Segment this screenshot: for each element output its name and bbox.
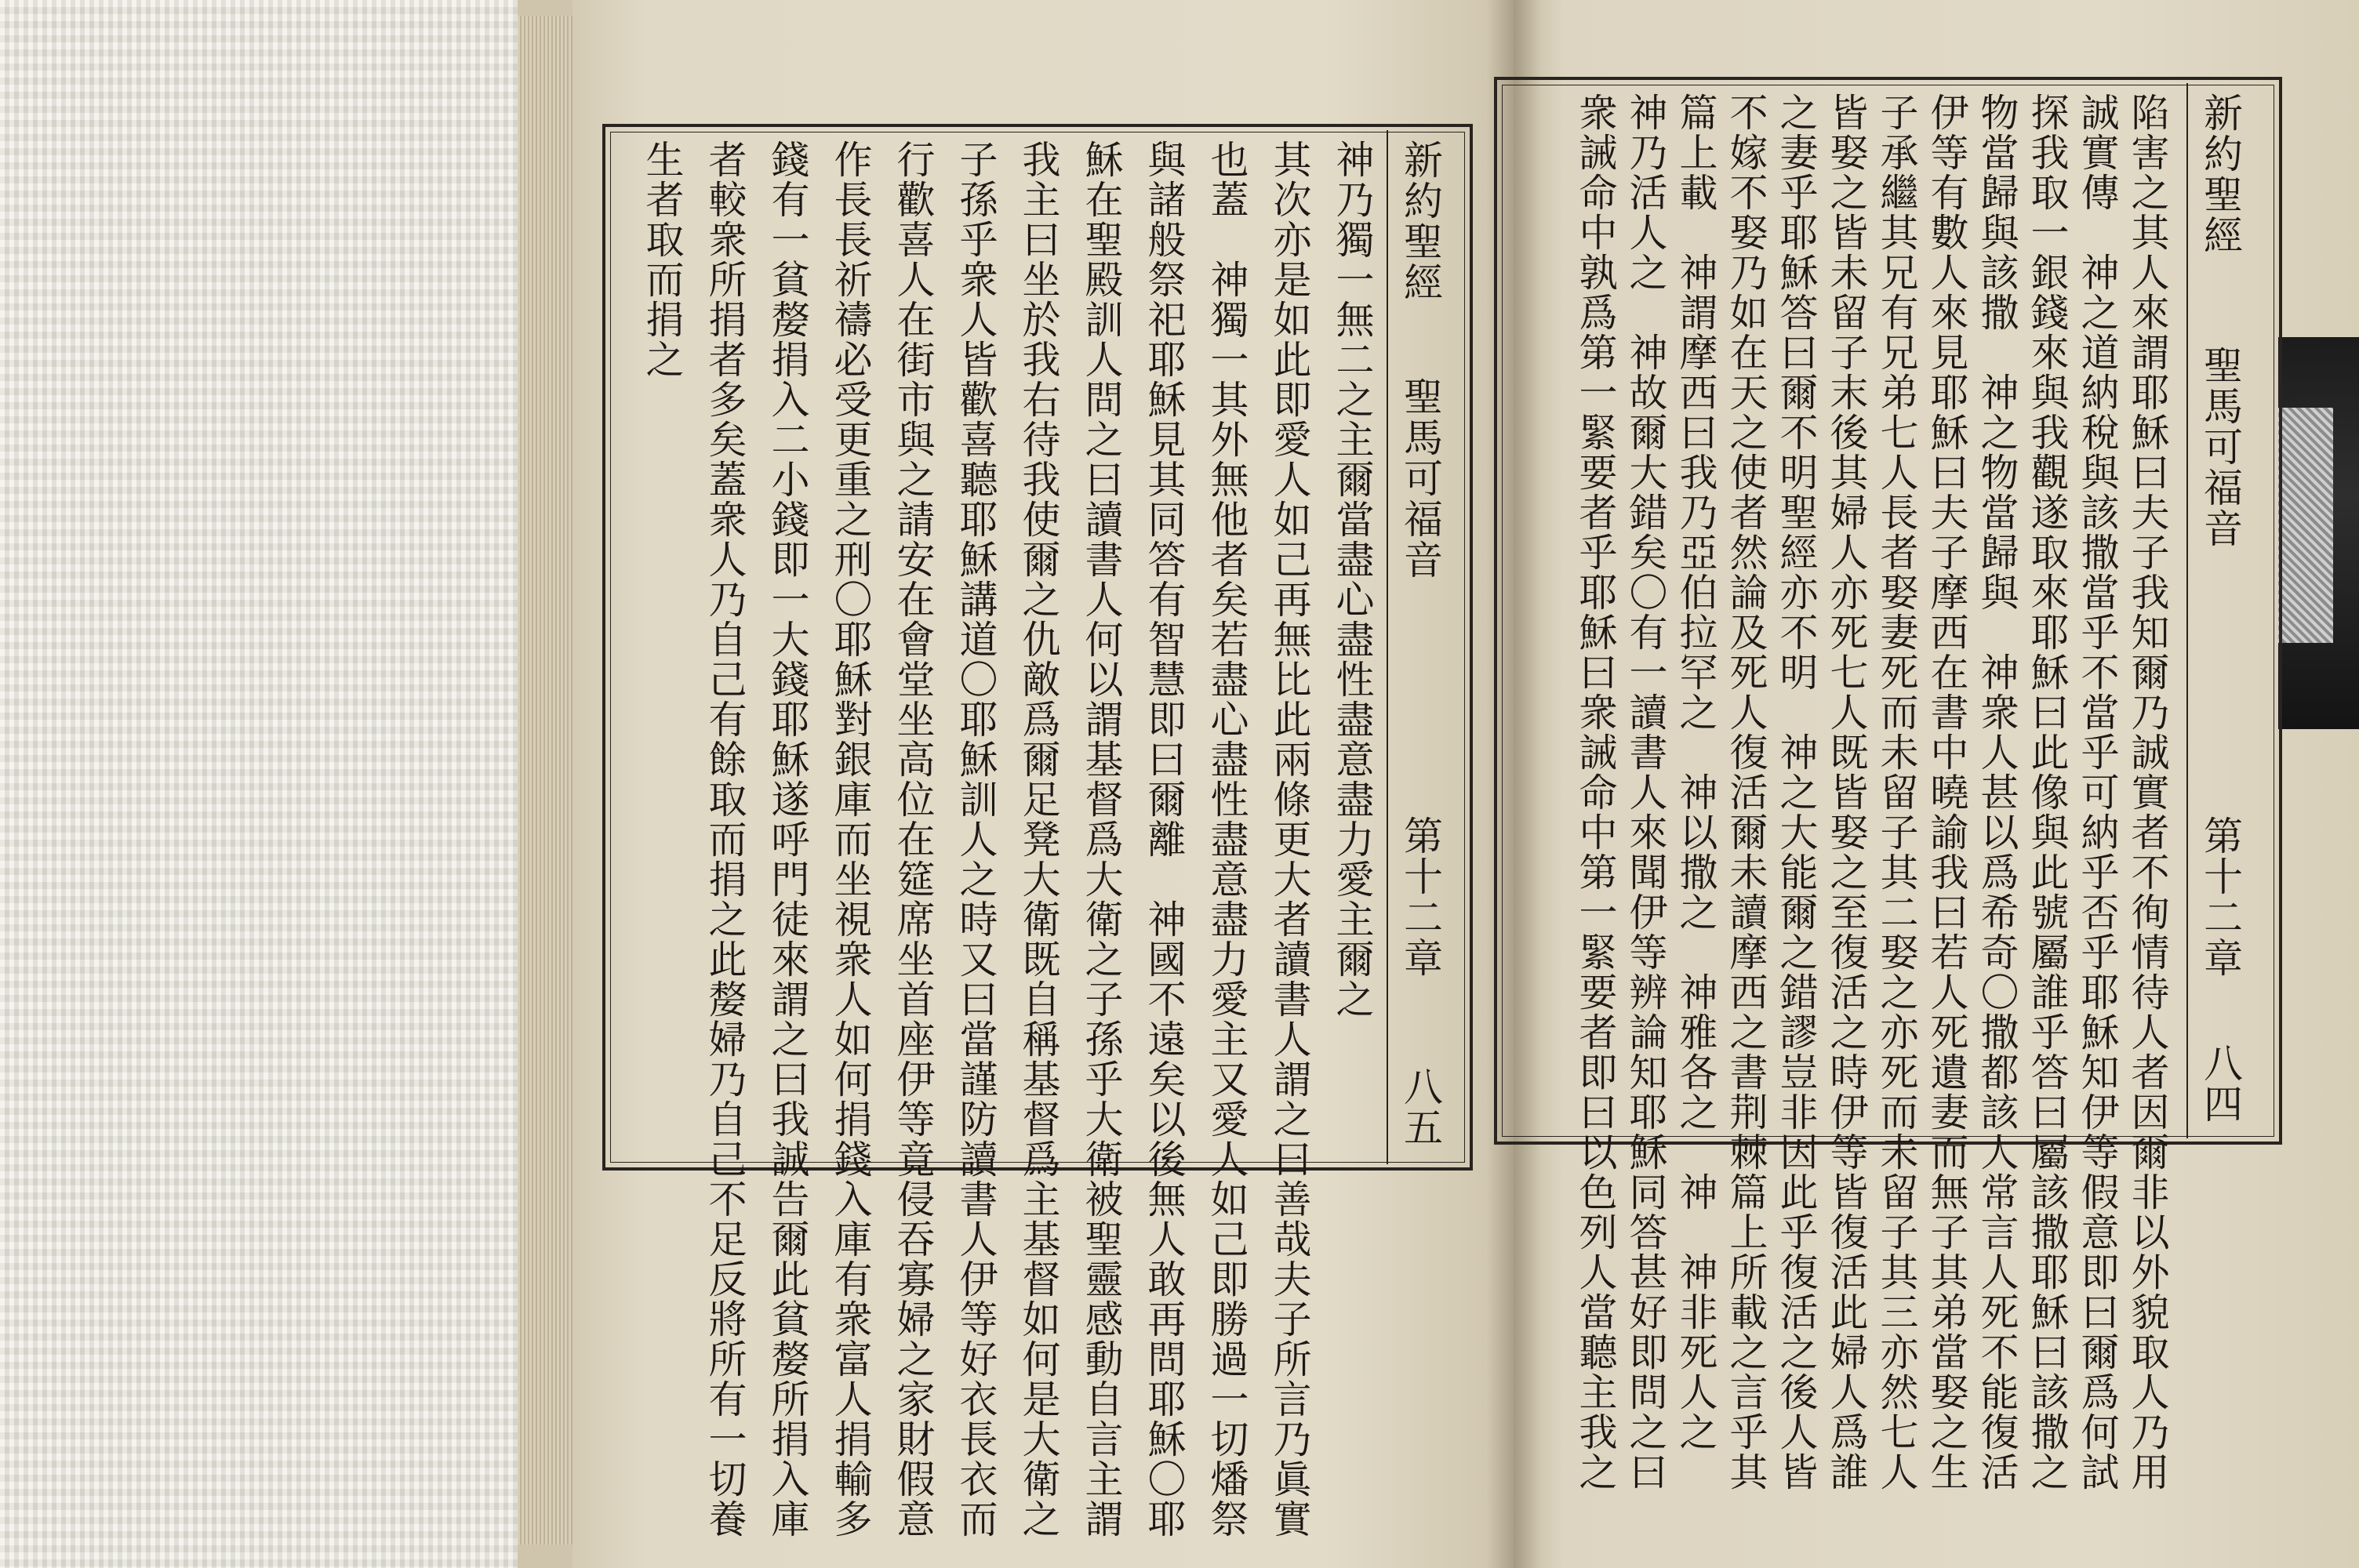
text-column: 衆誡命中孰爲第一緊要者乎耶穌曰衆誡命中第一緊要者即曰以色列人當聽主我之 — [1573, 93, 1618, 1492]
left-header-chapter: 第十二章 — [1398, 815, 1443, 978]
right-header-title: 新約聖經 — [2197, 93, 2243, 256]
left-header-book: 聖馬可福音 — [1398, 376, 1443, 580]
text-column: 神乃活人之 神故爾大錯矣〇有一讀書人來聞伊等辨論知耶穌同答甚好即問之曰 — [1623, 93, 1668, 1492]
right-header-book: 聖馬可福音 — [2197, 345, 2243, 549]
text-column: 我主曰坐於我右待我使爾之仇敵爲爾足凳大衛既自稱基督爲主基督如何是大衛之 — [1016, 140, 1061, 1539]
text-column: 神乃獨一無二之主爾當盡心盡性盡意盡力愛主爾之 — [1330, 140, 1375, 1019]
left-header-title: 新約聖經 — [1398, 140, 1443, 303]
left-header-rule — [1387, 130, 1388, 1164]
text-column: 子孫乎衆人皆歡喜聽耶穌講道〇耶穌訓人之時又曰當謹防讀書人伊等好衣長衣而 — [954, 140, 998, 1539]
left-page-number: 八五 — [1398, 1066, 1443, 1148]
text-column: 皆娶之皆未留子末後其婦人亦死七人既皆娶之至復活之時伊等皆復活此婦人爲誰 — [1824, 93, 1869, 1492]
text-column: 與諸般祭祀耶穌見其同答有智慧即曰爾離 神國不遠矣以後無人敢再問耶穌〇耶 — [1142, 140, 1187, 1539]
text-column: 不嫁不娶乃如在天之使者然論及死人復活爾未讀摩西之書荆棘篇上所載之言乎其 — [1724, 93, 1768, 1492]
text-column: 物當歸與該撒 神之物當歸與 神衆人甚以爲希奇〇撒都該人常言人死不能復活 — [1975, 93, 2019, 1492]
bookmark-tab — [2278, 408, 2333, 643]
text-column: 其次亦是如此即愛人如己再無比此兩條更大者讀書人謂之曰善哉夫子所言乃眞實 — [1267, 140, 1312, 1539]
text-column: 也蓋 神獨一其外無他者矣若盡心盡性盡意盡力愛主又愛人如己即勝過一切燔祭 — [1205, 140, 1249, 1539]
text-column: 之妻乎耶穌答曰爾不明聖經亦不明 神之大能爾之錯謬豈非因此乎復活之後人皆 — [1774, 93, 1819, 1492]
text-column: 行歡喜人在街市與之請安在會堂坐高位在筵席坐首座伊等竟侵吞寡婦之家財假意 — [891, 140, 936, 1539]
right-page-number: 八四 — [2197, 1043, 2243, 1124]
text-column: 作長長祈禱必受更重之刑〇耶穌對銀庫而坐視衆人如何捐錢入庫有衆富人捐輸多 — [828, 140, 873, 1539]
text-column: 穌在聖殿訓人問之曰讀書人何以謂基督爲大衛之子孫乎大衛被聖靈感動自言主謂 — [1079, 140, 1124, 1539]
text-column: 誠實傳 神之道納稅與該撒當乎不當乎可納乎否乎耶穌知伊等假意即曰爾爲何試 — [2075, 93, 2120, 1492]
text-column: 伊等有數人來見耶穌曰夫子摩西在書中曉諭我曰若人死遺妻而無子其弟當娶之生 — [1925, 93, 1969, 1492]
text-column: 錢有一貧嫠捐入二小錢即一大錢耶穌遂呼門徒來謂之曰我誠告爾此貧嫠所捐入庫 — [765, 140, 810, 1539]
right-header-rule — [2186, 83, 2188, 1138]
text-column: 探我取一銀錢來與我觀遂取來耶穌曰此像與此號屬誰乎答曰屬該撒耶穌曰該撒之 — [2025, 93, 2070, 1492]
text-column: 篇上載 神謂摩西曰我乃亞伯拉罕之 神以撒之 神雅各之 神 神非死人之 — [1674, 93, 1718, 1452]
towel-background — [0, 0, 596, 1568]
text-column: 子承繼其兄有兄弟七人長者娶妻死而未留子其二娶之亦死而未留子其三亦然七人 — [1874, 93, 1919, 1492]
text-column: 陷害之其人來謂耶穌曰夫子我知爾乃誠實者不徇情待人者因爾非以外貌取人乃用 — [2125, 93, 2170, 1492]
text-column: 生者取而捐之 — [640, 140, 685, 379]
text-column: 者較衆所捐者多矣蓋衆人乃自己有餘取而捐之此嫠婦乃自己不足反將所有一切養 — [703, 140, 747, 1539]
right-header-chapter: 第十二章 — [2197, 815, 2243, 978]
